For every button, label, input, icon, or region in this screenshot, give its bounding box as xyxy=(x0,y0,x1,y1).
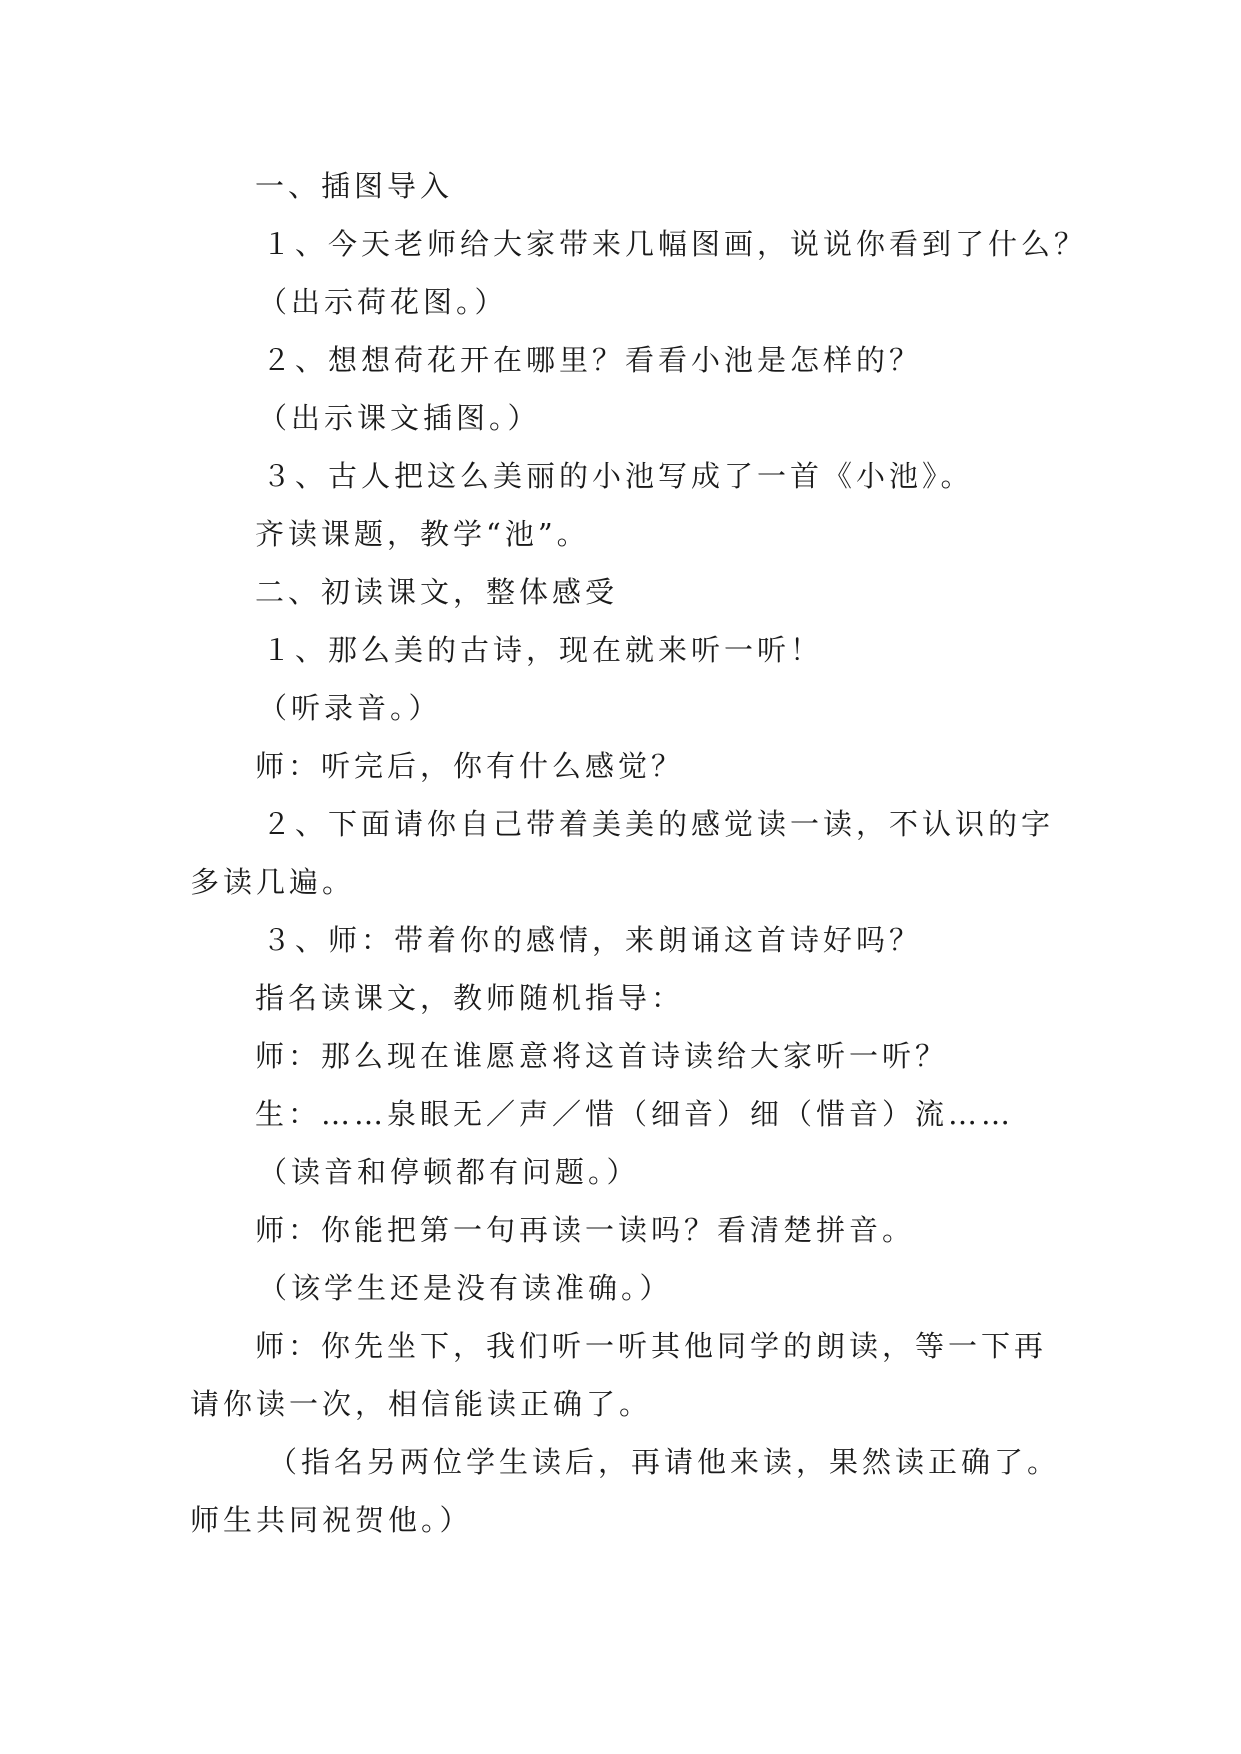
paragraph-line: 师：听完后，你有什么感觉？ xyxy=(255,749,685,783)
paragraph-line: （听录音。） xyxy=(258,691,442,725)
paragraph-line-continued: 多读几遍。 xyxy=(190,865,356,899)
paragraph-line: 齐读课题，教学“池”。 xyxy=(255,517,590,551)
paragraph-line: （指名另两位学生读后，再请他来读，果然读正确了。 xyxy=(268,1445,1061,1479)
paragraph-line-continued: 请你读一次，相信能读正确了。 xyxy=(190,1387,653,1421)
paragraph-line: ３、师：带着你的感情，来朗诵这首诗好吗？ xyxy=(262,923,923,957)
paragraph-line: 生：……泉眼无／声／惜（细音）细（惜音）流…… xyxy=(255,1097,1015,1131)
paragraph-line: ２、想想荷花开在哪里？看看小池是怎样的？ xyxy=(262,343,923,377)
paragraph-line: ２、下面请你自己带着美美的感觉读一读，不认识的字 xyxy=(262,807,1055,841)
paragraph-line: 指名读课文，教师随机指导： xyxy=(255,981,685,1015)
section-heading-1: 一、插图导入 xyxy=(255,169,454,203)
paragraph-line: （该学生还是没有读准确。） xyxy=(258,1271,673,1305)
paragraph-line: （出示课文插图。） xyxy=(258,401,541,435)
paragraph-line: 师：你能把第一句再读一读吗？看清楚拼音。 xyxy=(255,1213,916,1247)
paragraph-line: ３、古人把这么美丽的小池写成了一首《小池》。 xyxy=(262,459,974,493)
paragraph-line: （出示荷花图。） xyxy=(258,285,508,319)
section-heading-2: 二、初读课文，整体感受 xyxy=(255,575,619,609)
paragraph-line: １、那么美的古诗，现在就来听一听！ xyxy=(262,633,824,667)
paragraph-line-continued: 师生共同祝贺他。） xyxy=(190,1503,473,1537)
paragraph-line: １、今天老师给大家带来几幅图画，说说你看到了什么？ xyxy=(262,227,1088,261)
paragraph-line: 师：你先坐下，我们听一听其他同学的朗读，等一下再 xyxy=(255,1329,1048,1363)
paragraph-line: 师：那么现在谁愿意将这首诗读给大家听一听？ xyxy=(255,1039,949,1073)
paragraph-line: （读音和停顿都有问题。） xyxy=(258,1155,640,1189)
